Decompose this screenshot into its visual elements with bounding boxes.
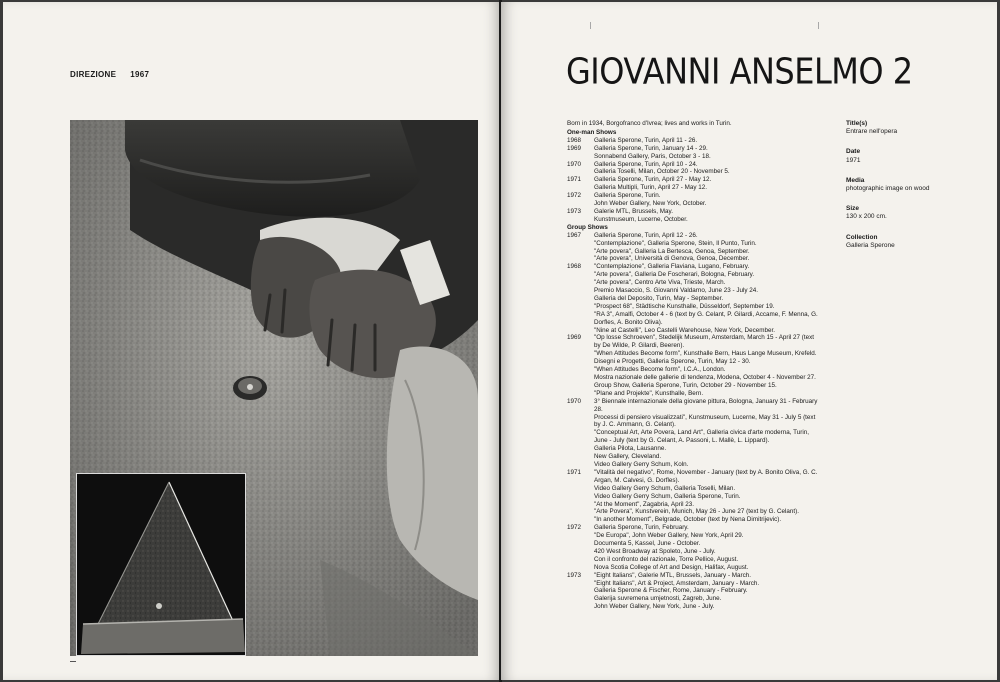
exhibition-entry: Galleria Sperone & Fischer, Rome, January - February. [594, 587, 748, 595]
exhibition-entries [594, 524, 822, 571]
exhibition-year: 1968 [567, 136, 582, 144]
exhibition-entry: Nova Scotia College of Art and Design, Halifax, August. [594, 563, 749, 571]
exhibition-entry: Video Gallery Gerry Schum, Koln. [594, 460, 689, 468]
detail-label: Title(s) [846, 120, 868, 127]
exhibition-entry: John Weber Gallery, New York, October. [594, 200, 707, 208]
group-shows-heading: Group Shows [567, 223, 608, 231]
exhibition-entry: Galleria Toselli, Milan, October 20 - November 5. [594, 168, 730, 176]
one-man-shows-heading: One-man Shows [567, 128, 617, 136]
exhibition-history [567, 120, 822, 611]
exhibition-entry: "Op losse Schroeven", Stedelijk Museum, Amsterdam, March 15 - April 27 (text by De Wilde, P. Gilardi, Beeren). [594, 334, 815, 350]
exhibition-entry: "Vitalità del negativo", Rome, November - January (text by A. Bonito Oliva, G. C. Argan, M. Calvesi, G. Dorfles). [594, 468, 818, 484]
exhibition-entry: Galleria del Deposito, Turin, May - September. [594, 294, 724, 302]
page-tick [70, 661, 76, 662]
exhibition-entries [594, 192, 822, 208]
year-group [567, 161, 822, 177]
year-group [567, 176, 822, 192]
artist-title: GIOVANNI ANSELMO 2 [566, 50, 913, 93]
exhibition-year: 1968 [567, 263, 582, 271]
exhibition-entry: Galerija suvremena umjetnosti, Zagreb, June. [594, 595, 722, 603]
year-group [567, 192, 822, 208]
section-label: DIREZIONE [70, 70, 117, 79]
exhibition-entry: Group Show, Galleria Sperone, Turin, October 29 - November 15. [594, 381, 777, 389]
exhibition-entry: Premio Masaccio, S. Giovanni Valdarno, June 23 - July 24. [594, 287, 759, 295]
exhibition-entries [594, 208, 822, 224]
year-group [567, 524, 822, 571]
exhibition-entry: "Eight Italians", Galerie MTL, Brussels, January - March. [594, 571, 752, 579]
year-group [567, 572, 822, 612]
exhibition-year: 1972 [567, 192, 582, 200]
exhibition-entry: Video Gallery Gerry Schum, Galleria Sperone, Turin. [594, 492, 741, 500]
one-man-shows-list [567, 137, 822, 224]
year-group [567, 263, 822, 334]
exhibition-entry: "When Attitudes Become form", Kunsthalle Bern, Haus Lange Museum, Krefeld. [594, 350, 817, 358]
exhibition-entry: Galleria Sperone, Turin, April 27 - May 12. [594, 176, 712, 184]
year-group [567, 232, 822, 264]
exhibition-entry: "Conceptual Art, Arte Povera, Land Art", Galleria civica d'arte moderna, Turin, June - July (text by G. Celant, A. Passoni, L. Mallè, L. Lippard). [594, 429, 809, 445]
detail-value: photographic image on wood [846, 185, 930, 193]
exhibition-entry: "Nine at Castelli", Leo Castelli Warehouse, New York, December. [594, 326, 775, 334]
exhibition-entry: Galleria Sperone, Turin, February. [594, 524, 689, 532]
exhibition-entry: John Weber Gallery, New York, June - July. [594, 603, 715, 611]
year-group [567, 145, 822, 161]
exhibition-entry: Kunstmuseum, Lucerne, October. [594, 215, 688, 223]
year-group [567, 469, 822, 524]
exhibition-entry: Disegni e Progetti, Galleria Sperone, Turin, May 12 - 30. [594, 358, 751, 366]
detail-field [846, 177, 976, 193]
exhibition-entries [594, 334, 822, 397]
exhibition-entry: "Arte povera", Centro Arte Viva, Trieste, March. [594, 279, 726, 287]
detail-label: Date [846, 148, 861, 156]
exhibition-entry: Galleria Multipli, Turin, April 27 - May 12. [594, 184, 708, 192]
detail-label: Size [846, 205, 860, 213]
triangle-stone-photo [77, 474, 246, 656]
exhibition-entries [594, 137, 822, 145]
exhibition-year: 1971 [567, 468, 582, 476]
exhibition-entry: "Arte povera", Galleria De Foscherari, Bologna, February. [594, 271, 755, 279]
exhibition-entry: "Prospect 68", Städtische Kunsthalle, Düsseldorf, September 19. [594, 302, 775, 310]
detail-label: Collection [846, 233, 878, 241]
detail-field [846, 205, 976, 221]
year-group [567, 334, 822, 397]
detail-value: Galleria Sperone [846, 241, 895, 249]
exhibition-entry: Video Gallery Gerry Schum, Galleria Toselli, Milan. [594, 484, 736, 492]
exhibition-entries [594, 145, 822, 161]
exhibition-entry: Processi di pensiero visualizzati", Kunstmuseum, Lucerne, May 31 - July 5 (text by J. C. Ammann, G. Celant). [594, 413, 816, 429]
detail-label: Media [846, 176, 865, 184]
exhibition-entry: "Arte Povera", Kunstverein, Munich, May 26 - June 27 (text by G. Celant). [594, 508, 800, 516]
detail-value: 1971 [846, 156, 861, 164]
exhibition-entry: "RA 3", Amalfi, October 4 - 6 (text by G. Celant, P. Gilardi, Accame, F. Menna, G. Dorfles, A. Bonito Oliva). [594, 310, 818, 326]
exhibition-entry: New Gallery, Cleveland. [594, 453, 662, 461]
exhibition-entries [594, 232, 822, 264]
exhibition-entry: "Contemplazione", Galleria Flaviana, Lugano, February. [594, 263, 750, 271]
exhibition-entry: Galleria Sperone, Turin, April 12 - 26. [594, 231, 698, 239]
exhibition-entry: Galleria Sperone, Turin, January 14 - 29. [594, 144, 708, 152]
exhibition-entries [594, 469, 822, 524]
detail-value: Entrare nell'opera [846, 128, 898, 136]
exhibition-year: 1972 [567, 524, 582, 532]
exhibition-entries [594, 398, 822, 469]
exhibition-entry: Galleria Pilota, Lausanne. [594, 445, 667, 453]
exhibition-entry: "At the Moment", Zagabria, April 23. [594, 500, 695, 508]
inset-photograph [76, 473, 246, 656]
exhibition-entry: "Arte povera", Università di Genova, Genoa, December. [594, 255, 750, 263]
year-group [567, 137, 822, 145]
exhibition-year: 1971 [567, 176, 582, 184]
exhibition-entries [594, 161, 822, 177]
artist-bio: Born in 1934, Borgofranco d'Ivrea; lives and works in Turin. [567, 120, 732, 127]
exhibition-entry: Galleria Sperone, Turin, April 10 - 24. [594, 160, 698, 168]
exhibition-year: 1970 [567, 397, 582, 405]
exhibition-year: 1969 [567, 334, 582, 342]
year-group [567, 398, 822, 469]
exhibition-year: 1969 [567, 144, 582, 152]
running-head [70, 70, 163, 79]
artwork-details [846, 120, 976, 262]
exhibition-entry: Galleria Sperone, Turin. [594, 192, 661, 200]
detail-value: 130 x 200 cm. [846, 213, 887, 221]
exhibition-entry: 420 West Broadway at Spoleto, June - July. [594, 547, 716, 555]
exhibition-year: 1973 [567, 207, 582, 215]
section-year: 1967 [130, 70, 150, 79]
exhibition-entry: "Contemplazione", Galleria Sperone, Stein, Il Punto, Turin. [594, 239, 757, 247]
exhibition-entry: Con il confronto del razionale, Torre Pellice, August. [594, 555, 739, 563]
detail-field [846, 148, 976, 164]
exhibition-entry: "Eight Italians", Art & Project, Amsterdam, January - March. [594, 579, 760, 587]
exhibition-entry: "In another Moment", Belgrade, October (text by Nena Dimitrijevic). [594, 516, 782, 524]
exhibition-entry: Mostra nazionale delle gallerie di tendenza, Modena, October 4 - November 27. [594, 374, 816, 381]
exhibition-entries [594, 572, 822, 612]
exhibition-year: 1967 [567, 231, 582, 239]
detail-field [846, 234, 976, 250]
exhibition-entry: "Arte povera", Galleria La Bertesca, Genoa, September. [594, 247, 750, 255]
group-shows-list [567, 232, 822, 612]
staple-mark [818, 22, 819, 29]
exhibition-entry: Documenta 5, Kassel, June - October. [594, 540, 701, 548]
exhibition-entries [594, 176, 822, 192]
exhibition-year: 1973 [567, 571, 582, 579]
exhibition-entry: Galerie MTL, Brussels, May. [594, 207, 673, 215]
exhibition-entry: "Plane and Projekte", Kunsthalle, Bern. [594, 389, 704, 397]
staple-mark [590, 22, 591, 29]
year-group [567, 208, 822, 224]
exhibition-entry: "De Europa", John Weber Gallery, New York, April 29. [594, 532, 744, 540]
exhibition-entry: Sonnabend Gallery, Paris, October 3 - 18. [594, 152, 711, 160]
exhibition-entry: "When Attitudes Become form", I.C.A., London. [594, 366, 726, 374]
exhibition-entry: Galleria Sperone, Turin, April 11 - 26. [594, 136, 698, 144]
exhibition-entries [594, 263, 822, 334]
detail-field [846, 120, 976, 136]
exhibition-year: 1970 [567, 160, 582, 168]
exhibition-entry: 3° Biennale internazionale della giovane pittura, Bologna, January 31 - February 28. [594, 397, 818, 413]
